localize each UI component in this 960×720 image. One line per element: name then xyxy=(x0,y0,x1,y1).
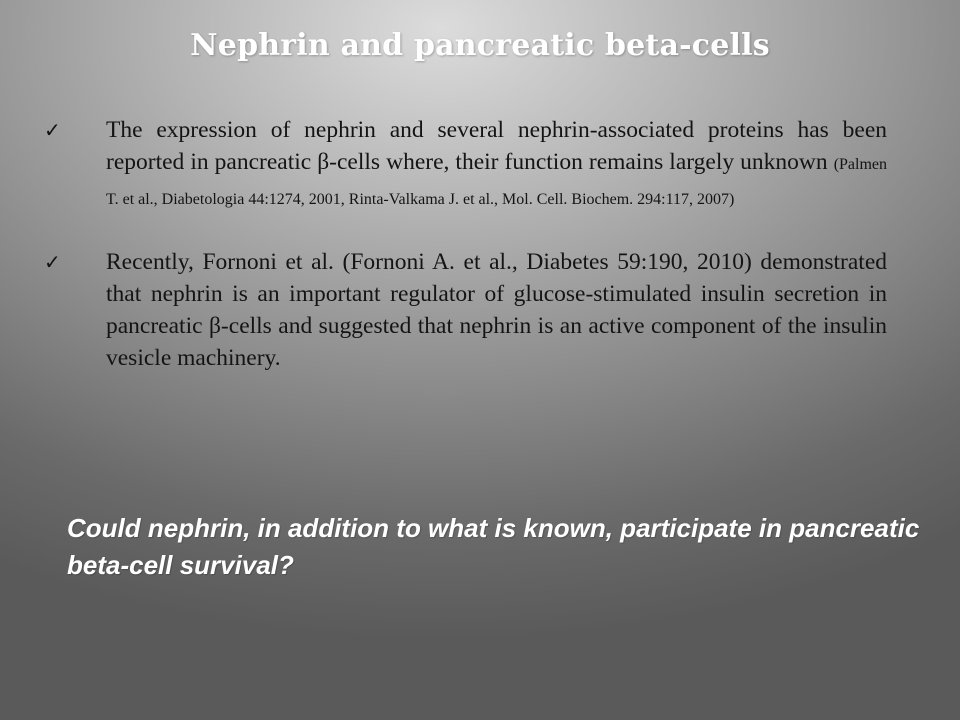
research-question: Could nephrin, in addition to what is known, participate in pancreatic beta-cell survival? xyxy=(67,513,920,580)
bullet-citation: (Palmen T. et al., Diabetologia 44:1274, 2001, Rinta-Valkama J. et al., Mol. Cell. Biochem. 294:117, 2007) xyxy=(106,156,888,208)
bullet-body: Recently, Fornoni et al. (Fornoni A. et al., Diabetes 59:190, 2010) demonstrated that nephrin is an important regulator of glucose-stimulated insulin secretion in pancreatic β-cells and suggested that nephrin is an active component of the insulin vesicle machinery. xyxy=(106,249,887,371)
bullet-item xyxy=(0,114,960,216)
checkmark-icon: ✓ xyxy=(44,118,61,142)
bullet-list xyxy=(0,114,960,404)
checkmark-icon: ✓ xyxy=(44,250,61,274)
slide-title: Nephrin and pancreatic beta-cells xyxy=(190,28,770,63)
bullet-body: The expression of nephrin and several nephrin-associated proteins has been reported in pancreatic β-cells where, their function remains largely unknown xyxy=(106,117,887,175)
bullet-item xyxy=(0,246,960,374)
bullet-text xyxy=(106,114,887,216)
bullet-text xyxy=(106,246,887,374)
